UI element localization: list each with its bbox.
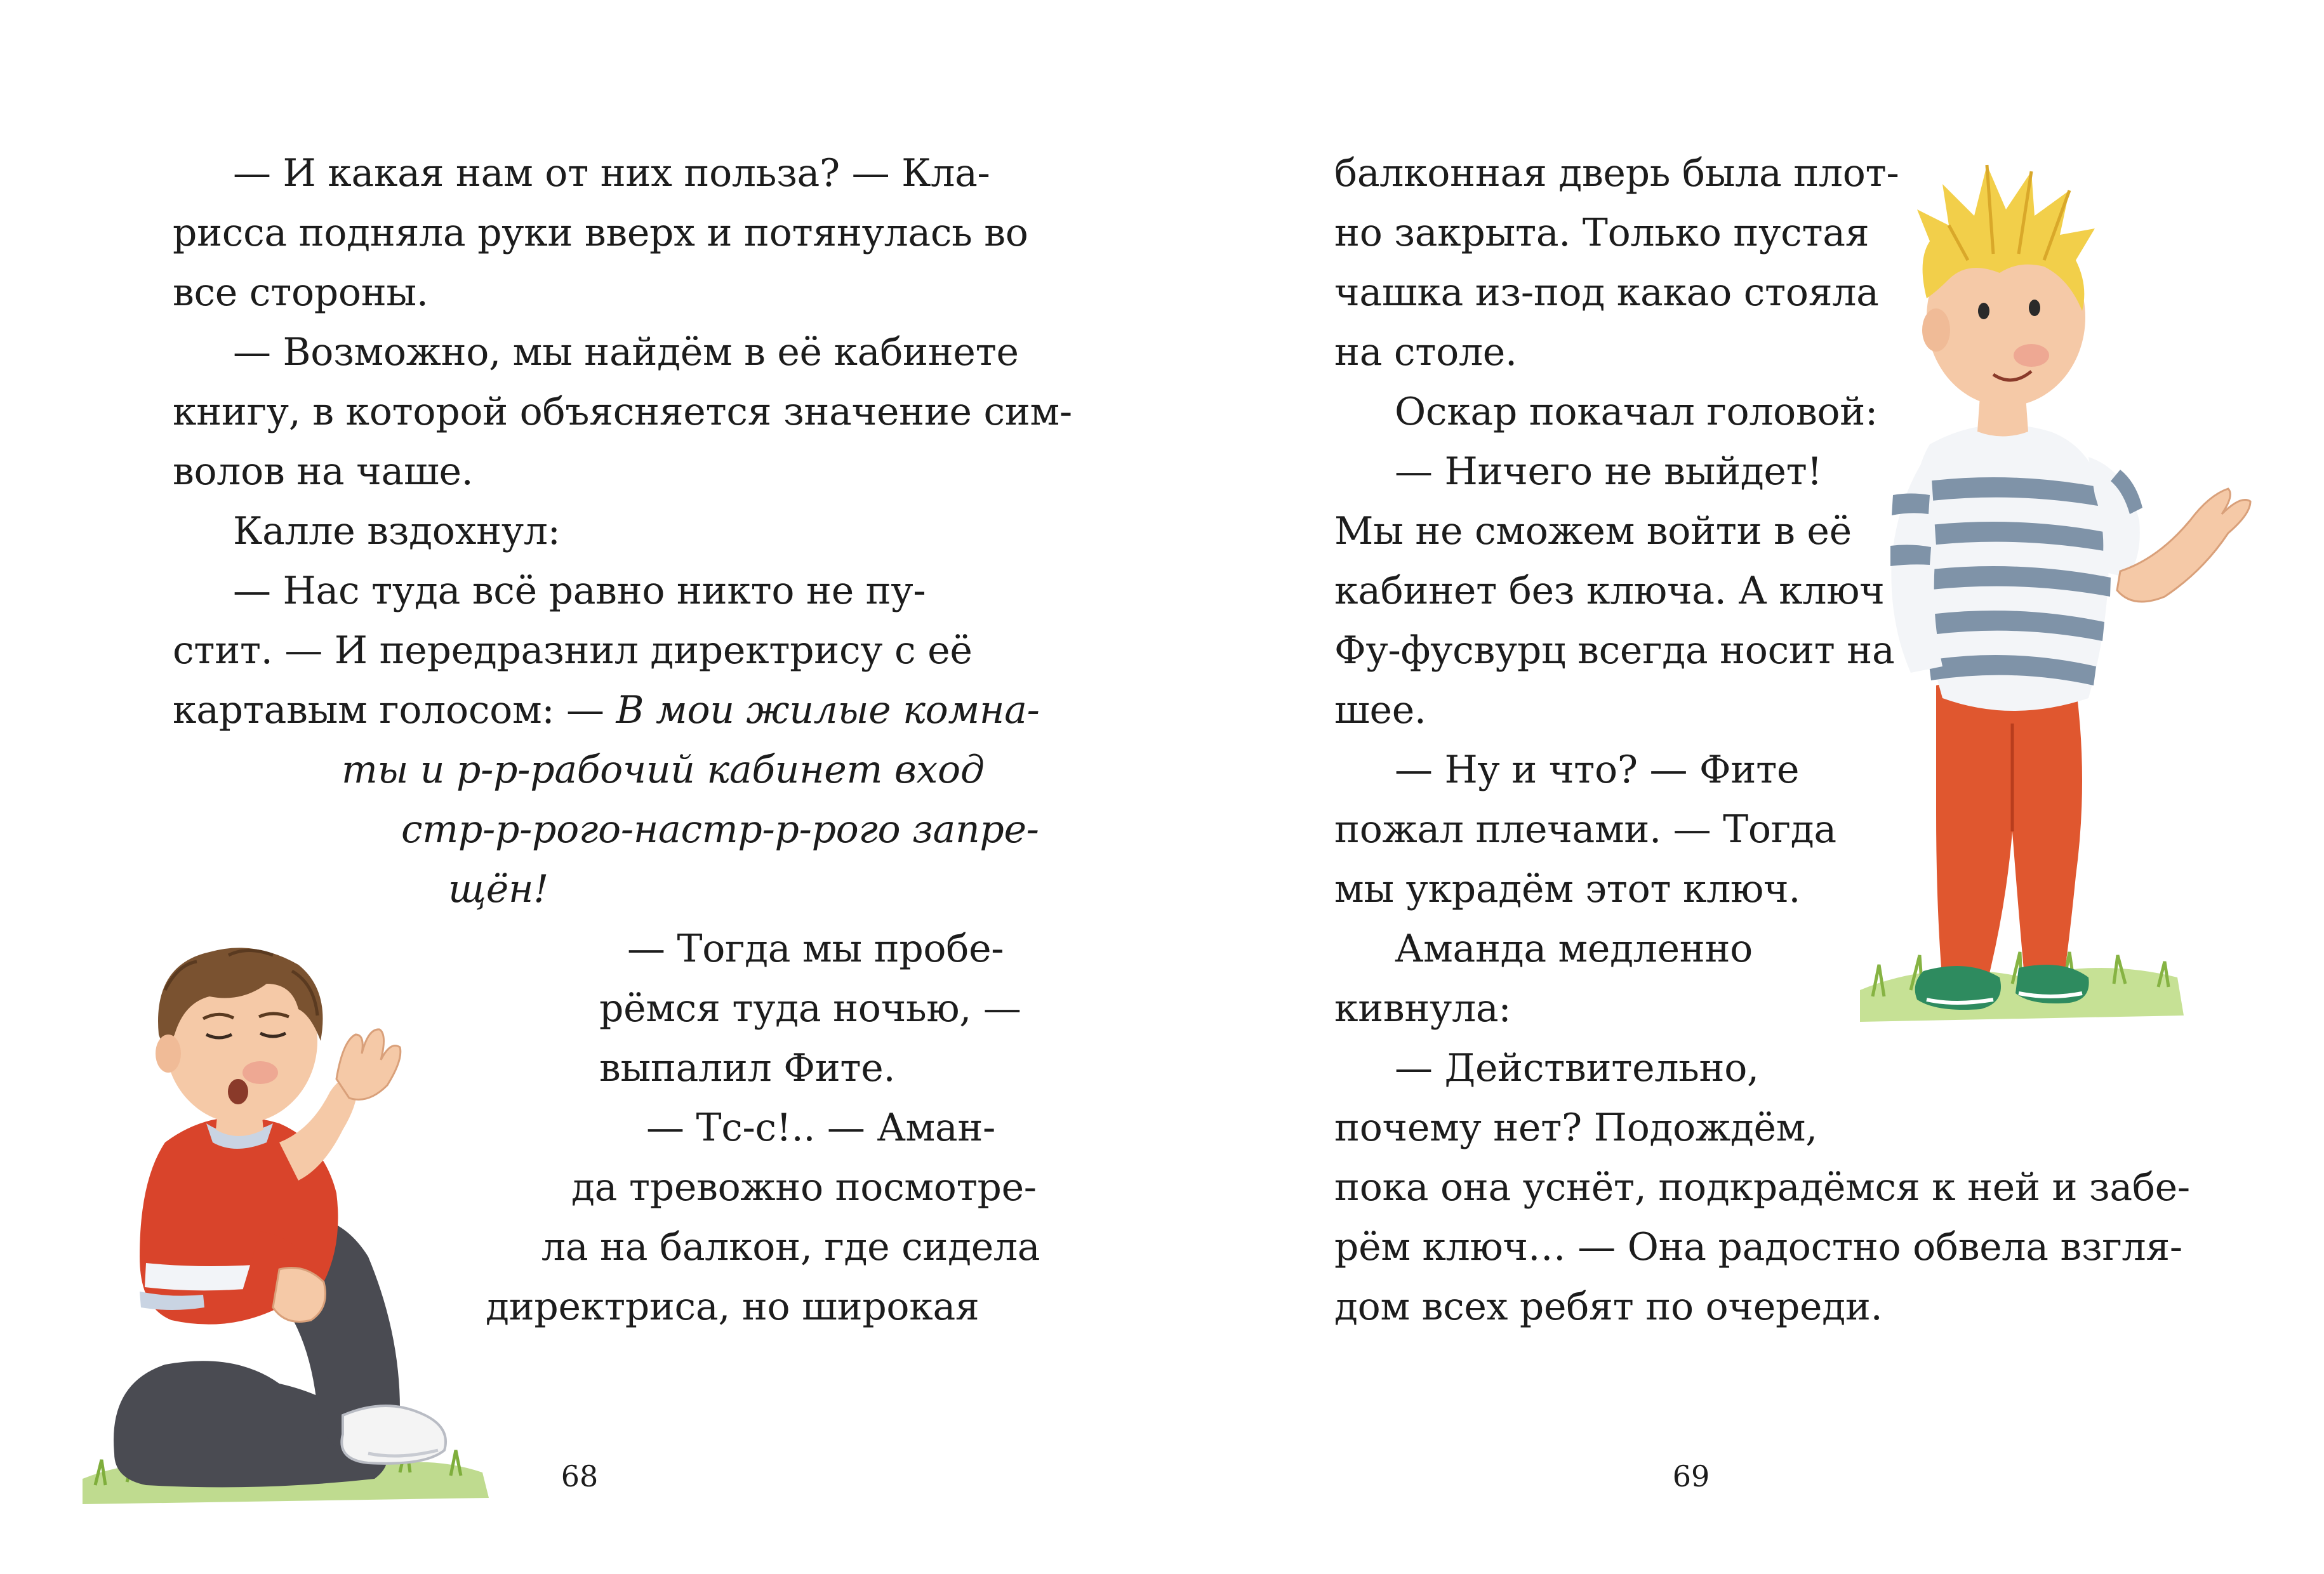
text-line: Мы не сможем войти в её bbox=[1334, 509, 1852, 553]
text-segment: картавым голосом: — bbox=[173, 688, 604, 732]
text-line: — Действительно, bbox=[1395, 1046, 1759, 1090]
text-line: пожал плечами. — Тогда bbox=[1334, 807, 1836, 852]
text-line: шее. bbox=[1334, 688, 1426, 732]
text-line: но закрыта. Только пустая bbox=[1334, 211, 1869, 255]
text-line: дом всех ребят по очереди. bbox=[1334, 1285, 1883, 1329]
text-line: ла на балкон, где сидела bbox=[541, 1225, 1040, 1269]
text-line: — Нас туда всё равно никто не пу- bbox=[233, 569, 926, 613]
text-line: все стороны. bbox=[173, 270, 428, 315]
text-line: — Ну и что? — Фите bbox=[1395, 748, 1800, 792]
text-line: книгу, в которой объясняется значение сим- bbox=[173, 390, 1072, 434]
italic-quote-line: стр-р-рого-настр-р-рого запре- bbox=[401, 807, 1039, 852]
text-line: Оскар покачал головой: bbox=[1395, 390, 1878, 434]
right-page bbox=[1162, 0, 2324, 1574]
text-line: волов на чаше. bbox=[173, 449, 474, 494]
text-line: чашка из-под какао стояла bbox=[1334, 270, 1879, 315]
text-line: Калле вздохнул: bbox=[233, 509, 561, 553]
italic-quote-line: ты и р-р-рабочий кабинет вход bbox=[342, 748, 985, 792]
text-line: рисса подняла руки вверх и потянулась во bbox=[173, 211, 1028, 255]
text-line: кивнула: bbox=[1334, 986, 1511, 1031]
text-line: выпалил Фите. bbox=[599, 1046, 896, 1090]
text-line: — И какая нам от них польза? — Кла- bbox=[233, 151, 990, 195]
boy-sitting-illustration bbox=[70, 825, 527, 1523]
italic-quote-line: щён! bbox=[448, 867, 548, 911]
text-line: пока она уснёт, подкрадёмся к ней и забе- bbox=[1334, 1165, 2190, 1210]
page-number: 68 bbox=[561, 1459, 599, 1493]
text-line: рёмся туда ночью, — bbox=[599, 986, 1021, 1031]
text-line: — Тс-с!.. — Аман- bbox=[646, 1106, 996, 1150]
text-line: рём ключ… — Она радостно обвела взгля- bbox=[1334, 1225, 2182, 1269]
text-line: директриса, но широкая bbox=[486, 1285, 979, 1329]
text-line-with-quote bbox=[173, 680, 1040, 740]
text-line: — Возможно, мы найдём в её кабинете bbox=[233, 330, 1019, 374]
text-line: стит. — И передразнил директрису с её bbox=[173, 628, 973, 673]
text-line: на столе. bbox=[1334, 330, 1517, 374]
text-line: Фу-фусвурц всегда носит на bbox=[1334, 628, 1895, 673]
text-line: кабинет без ключа. А ключ bbox=[1334, 569, 1885, 613]
italic-quote: В мои жилые комна- bbox=[616, 688, 1040, 732]
blond-boy-standing-illustration bbox=[1822, 114, 2266, 1054]
text-line: мы украдём этот ключ. bbox=[1334, 867, 1801, 911]
text-line: Аманда медленно bbox=[1395, 927, 1753, 971]
page-number: 69 bbox=[1672, 1459, 1710, 1493]
text-line: балконная дверь была плот- bbox=[1334, 151, 1899, 195]
text-line: да тревожно посмотре- bbox=[571, 1165, 1037, 1210]
text-line: — Тогда мы пробе- bbox=[627, 927, 1004, 971]
text-line: — Ничего не выйдет! bbox=[1395, 449, 1823, 494]
text-line: почему нет? Подождём, bbox=[1334, 1106, 1817, 1150]
